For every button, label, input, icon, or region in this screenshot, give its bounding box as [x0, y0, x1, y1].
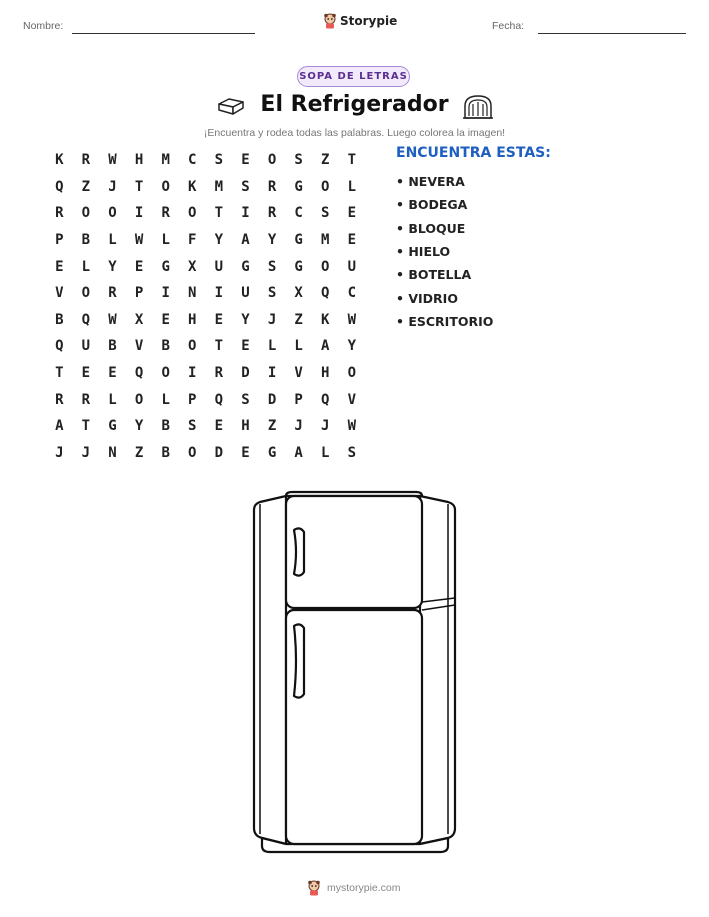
grid-letter[interactable]: L: [108, 232, 117, 249]
grid-letter[interactable]: E: [347, 232, 357, 249]
grid-letter[interactable]: G: [294, 178, 303, 195]
grid-letter[interactable]: U: [81, 338, 91, 355]
grid-letter[interactable]: Y: [108, 258, 117, 275]
grid-letter[interactable]: N: [188, 285, 197, 302]
footer-url: mystorypie.com: [327, 882, 401, 894]
grid-letter[interactable]: O: [108, 205, 117, 222]
grid-letter[interactable]: I: [188, 365, 197, 382]
grid-letter[interactable]: S: [214, 152, 224, 169]
grid-letter[interactable]: O: [188, 444, 197, 461]
grid-letter[interactable]: D: [241, 365, 250, 382]
grid-letter[interactable]: I: [134, 205, 144, 222]
grid-letter[interactable]: Z: [81, 178, 91, 195]
grid-letter[interactable]: W: [347, 418, 357, 435]
grid-letter[interactable]: O: [161, 365, 170, 382]
storypie-mascot-icon: [323, 13, 337, 29]
word-list: [396, 170, 493, 333]
grid-letter[interactable]: Q: [81, 311, 91, 328]
grid-letter[interactable]: B: [81, 232, 91, 249]
brand-name: Storypie: [340, 14, 398, 28]
grid-letter[interactable]: A: [241, 232, 250, 249]
word-list-item: • ESCRITORIO: [396, 313, 494, 329]
grid-letter[interactable]: H: [321, 365, 330, 382]
grid-letter[interactable]: V: [55, 285, 64, 302]
grid-letter[interactable]: L: [267, 338, 277, 355]
grid-letter[interactable]: M: [161, 152, 170, 169]
grid-letter[interactable]: C: [347, 285, 357, 302]
grid-letter[interactable]: I: [241, 205, 250, 222]
grid-letter[interactable]: E: [81, 365, 91, 382]
word-list-title: ENCUENTRA ESTAS:: [396, 145, 551, 161]
grid-row: [46, 227, 365, 254]
grid-letter[interactable]: W: [347, 311, 357, 328]
letter-grid: [46, 147, 365, 466]
grid-letter[interactable]: E: [347, 205, 357, 222]
grid-letter[interactable]: S: [188, 418, 197, 435]
grid-letter[interactable]: S: [267, 258, 277, 275]
grid-letter[interactable]: B: [161, 338, 170, 355]
grid-letter[interactable]: U: [241, 285, 250, 302]
grid-letter[interactable]: X: [134, 311, 144, 328]
grid-letter[interactable]: Z: [321, 152, 330, 169]
grid-letter[interactable]: B: [161, 444, 170, 461]
grid-letter[interactable]: O: [347, 365, 357, 382]
grid-letter[interactable]: P: [55, 232, 64, 249]
grid-letter[interactable]: G: [161, 258, 170, 275]
grid-row: [46, 280, 365, 307]
grid-letter[interactable]: Y: [267, 232, 277, 249]
grid-letter[interactable]: G: [294, 258, 303, 275]
date-label: Fecha:: [492, 20, 525, 32]
grid-letter[interactable]: R: [161, 205, 170, 222]
grid-letter[interactable]: T: [347, 152, 357, 169]
grid-letter[interactable]: O: [81, 285, 91, 302]
grid-letter[interactable]: J: [55, 444, 64, 461]
grid-row: [46, 307, 365, 334]
grid-letter[interactable]: J: [267, 311, 277, 328]
grid-letter[interactable]: U: [347, 258, 357, 275]
date-line[interactable]: [538, 33, 686, 34]
grid-letter[interactable]: R: [81, 152, 91, 169]
grid-letter[interactable]: Z: [134, 444, 144, 461]
grid-letter[interactable]: I: [267, 365, 277, 382]
page-title: El Refrigerador: [260, 92, 449, 117]
grid-letter[interactable]: V: [294, 365, 303, 382]
grid-letter[interactable]: O: [188, 205, 197, 222]
refrigerator-icon: [250, 490, 460, 855]
grid-letter[interactable]: L: [321, 444, 330, 461]
grid-letter[interactable]: U: [214, 258, 224, 275]
grid-letter[interactable]: T: [134, 178, 144, 195]
grid-letter[interactable]: E: [241, 152, 250, 169]
grid-letter[interactable]: J: [81, 444, 91, 461]
grid-letter[interactable]: I: [214, 285, 224, 302]
grid-letter[interactable]: Q: [134, 365, 144, 382]
grid-letter[interactable]: R: [81, 391, 91, 408]
fridge-shelf-icon: [462, 94, 494, 120]
grid-letter[interactable]: H: [241, 418, 250, 435]
grid-letter[interactable]: S: [267, 285, 277, 302]
grid-letter[interactable]: S: [294, 152, 303, 169]
grid-letter[interactable]: R: [267, 178, 277, 195]
grid-letter[interactable]: L: [161, 391, 170, 408]
grid-letter[interactable]: Y: [134, 418, 144, 435]
grid-letter[interactable]: G: [241, 258, 250, 275]
grid-letter[interactable]: X: [188, 258, 197, 275]
grid-letter[interactable]: C: [188, 152, 197, 169]
grid-row: [46, 440, 365, 467]
grid-letter[interactable]: D: [214, 444, 224, 461]
grid-letter[interactable]: F: [188, 232, 197, 249]
grid-letter[interactable]: T: [214, 205, 224, 222]
word-list-item: • BODEGA: [396, 197, 468, 213]
grid-letter[interactable]: Z: [267, 418, 277, 435]
storypie-logo: [323, 13, 397, 29]
grid-letter[interactable]: V: [347, 391, 357, 408]
grid-letter[interactable]: A: [294, 444, 303, 461]
grid-letter[interactable]: Q: [214, 391, 224, 408]
grid-letter[interactable]: W: [134, 232, 144, 249]
grid-letter[interactable]: V: [134, 338, 144, 355]
grid-letter[interactable]: R: [108, 285, 117, 302]
grid-letter[interactable]: O: [81, 205, 91, 222]
grid-row: [46, 174, 365, 201]
grid-letter[interactable]: S: [347, 444, 357, 461]
grid-letter[interactable]: Z: [294, 311, 303, 328]
grid-letter[interactable]: J: [294, 418, 303, 435]
grid-letter[interactable]: W: [108, 311, 117, 328]
grid-letter[interactable]: D: [267, 391, 277, 408]
grid-letter[interactable]: G: [294, 232, 303, 249]
grid-letter[interactable]: B: [108, 338, 117, 355]
grid-letter[interactable]: K: [55, 152, 64, 169]
grid-row: [46, 253, 365, 280]
grid-letter[interactable]: T: [214, 338, 224, 355]
grid-letter[interactable]: O: [321, 258, 330, 275]
grid-letter[interactable]: Q: [55, 338, 64, 355]
footer-brand: [307, 880, 401, 896]
grid-row: [46, 147, 365, 174]
grid-letter[interactable]: G: [267, 444, 277, 461]
grid-row: [46, 200, 365, 227]
grid-letter[interactable]: R: [214, 365, 224, 382]
grid-letter[interactable]: P: [134, 285, 144, 302]
word-list-item: • VIDRIO: [396, 290, 458, 306]
grid-letter[interactable]: O: [161, 178, 170, 195]
grid-letter[interactable]: R: [267, 205, 277, 222]
instructions: ¡Encuentra y rodea todas las palabras. Luego colorea la imagen!: [203, 127, 506, 139]
grid-letter[interactable]: O: [188, 338, 197, 355]
grid-letter[interactable]: M: [214, 178, 224, 195]
grid-letter[interactable]: P: [294, 391, 303, 408]
grid-letter[interactable]: N: [108, 444, 117, 461]
grid-letter[interactable]: R: [55, 391, 64, 408]
grid-letter[interactable]: A: [55, 418, 64, 435]
word-list-item: • BOTELLA: [396, 267, 472, 283]
grid-letter[interactable]: W: [108, 152, 117, 169]
grid-letter[interactable]: H: [188, 311, 197, 328]
storypie-mascot-icon: [307, 880, 321, 896]
grid-letter[interactable]: E: [161, 311, 170, 328]
grid-letter[interactable]: K: [321, 311, 330, 328]
grid-letter[interactable]: K: [188, 178, 197, 195]
grid-letter[interactable]: C: [294, 205, 303, 222]
grid-letter[interactable]: B: [55, 311, 64, 328]
grid-letter[interactable]: E: [241, 338, 250, 355]
grid-letter[interactable]: L: [347, 178, 357, 195]
grid-letter[interactable]: L: [294, 338, 303, 355]
grid-letter[interactable]: E: [241, 444, 250, 461]
name-line[interactable]: [72, 33, 255, 34]
grid-letter[interactable]: H: [134, 152, 144, 169]
grid-letter[interactable]: A: [321, 338, 330, 355]
grid-letter[interactable]: O: [321, 178, 330, 195]
grid-letter[interactable]: Q: [55, 178, 64, 195]
name-label: Nombre:: [23, 20, 64, 32]
grid-row: [46, 360, 365, 387]
grid-letter[interactable]: L: [81, 258, 91, 275]
grid-letter[interactable]: T: [55, 365, 64, 382]
grid-letter[interactable]: L: [108, 391, 117, 408]
grid-letter[interactable]: E: [214, 418, 224, 435]
grid-letter[interactable]: G: [108, 418, 117, 435]
grid-letter[interactable]: Y: [347, 338, 357, 355]
grid-letter[interactable]: E: [134, 258, 144, 275]
grid-letter[interactable]: Q: [321, 391, 330, 408]
grid-letter[interactable]: Y: [241, 311, 250, 328]
grid-letter[interactable]: S: [241, 178, 250, 195]
grid-letter[interactable]: I: [161, 285, 170, 302]
grid-letter[interactable]: J: [108, 178, 117, 195]
grid-letter[interactable]: T: [81, 418, 91, 435]
grid-letter[interactable]: Y: [214, 232, 224, 249]
grid-letter[interactable]: M: [321, 232, 330, 249]
grid-letter[interactable]: E: [55, 258, 64, 275]
grid-row: [46, 386, 365, 413]
grid-letter[interactable]: O: [134, 391, 144, 408]
grid-letter[interactable]: S: [321, 205, 330, 222]
grid-letter[interactable]: R: [55, 205, 64, 222]
grid-letter[interactable]: E: [108, 365, 117, 382]
word-list-item: • HIELO: [396, 244, 451, 260]
grid-letter[interactable]: E: [214, 311, 224, 328]
grid-letter[interactable]: X: [294, 285, 303, 302]
grid-letter[interactable]: Q: [321, 285, 330, 302]
grid-letter[interactable]: B: [161, 418, 170, 435]
word-list-item: • NEVERA: [396, 174, 465, 190]
activity-badge: SOPA DE LETRAS: [297, 66, 410, 87]
grid-letter[interactable]: S: [241, 391, 250, 408]
grid-letter[interactable]: P: [188, 391, 197, 408]
grid-row: [46, 413, 365, 440]
grid-letter[interactable]: L: [161, 232, 170, 249]
grid-letter[interactable]: J: [321, 418, 330, 435]
grid-row: [46, 333, 365, 360]
grid-letter[interactable]: O: [267, 152, 277, 169]
word-list-item: • BLOQUE: [396, 220, 466, 236]
